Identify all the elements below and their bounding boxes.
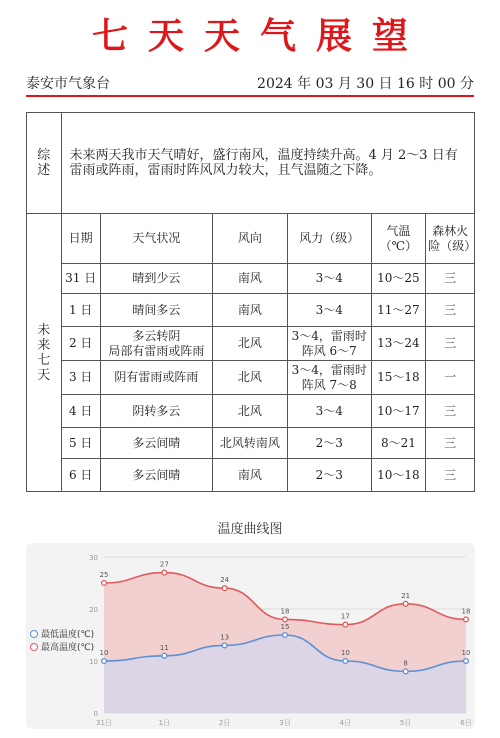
header-wind-dir: 风向 <box>212 214 287 264</box>
cell-wind-force: 3～4 <box>287 395 371 428</box>
point-min-temp <box>283 633 288 638</box>
header-divider <box>26 95 474 97</box>
data-label: 27 <box>159 560 169 569</box>
x-tick-label: 5日 <box>399 719 412 727</box>
cell-fire-risk: 三 <box>426 459 475 492</box>
cell-wind-force: 3～4，雷雨时 阵风 7～8 <box>287 361 371 395</box>
forecast-row <box>27 459 475 492</box>
cell-fire-risk: 三 <box>426 327 475 361</box>
forecast-row <box>27 294 475 327</box>
data-label: 10 <box>340 649 350 657</box>
x-tick-label: 6日 <box>460 719 472 727</box>
legend-max-label: 最高温度(℃) <box>41 643 95 653</box>
cell-wind-direction: 北风 <box>212 327 287 361</box>
point-max-temp <box>102 581 107 586</box>
cell-fire-risk: 三 <box>426 294 475 327</box>
header-temp: 气温 （℃） <box>371 214 426 264</box>
cell-fire-risk: 三 <box>426 428 475 459</box>
cell-temperature: 11～27 <box>371 294 426 327</box>
data-label: 17 <box>340 612 350 621</box>
cell-fire-risk: 三 <box>426 395 475 428</box>
data-label: 15 <box>280 623 290 631</box>
chart-title: 温度曲线图 <box>217 522 283 537</box>
point-min-temp <box>403 669 408 674</box>
point-min-temp <box>464 659 469 664</box>
legend-item-min[interactable] <box>30 627 94 640</box>
cell-date: 3 日 <box>61 361 100 395</box>
legend-item-max[interactable] <box>30 640 94 653</box>
point-max-temp <box>343 622 348 627</box>
forecast-label: 未来七天 <box>27 214 62 492</box>
cell-date: 1 日 <box>61 294 100 327</box>
data-label: 18 <box>280 607 290 616</box>
forecast-row <box>27 361 475 395</box>
cell-wind-force: 2～3 <box>287 459 371 492</box>
x-tick-label: 3日 <box>279 719 291 727</box>
temperature-chart <box>26 543 475 729</box>
cell-weather: 多云间晴 <box>100 459 212 492</box>
cell-wind-direction: 北风 <box>212 361 287 395</box>
cell-wind-force: 3～4 <box>287 294 371 327</box>
cell-wind-force: 3～4 <box>287 264 371 294</box>
summary-label: 综述 <box>27 113 62 214</box>
header-weather: 天气状况 <box>100 214 212 264</box>
cell-temperature: 10～25 <box>371 264 426 294</box>
point-max-temp <box>162 570 167 575</box>
cell-weather: 多云间晴 <box>100 428 212 459</box>
point-max-temp <box>222 586 227 591</box>
summary-text: 未来两天我市天气晴好，盛行南风，温度持续升高。4 月 2～3 日有雷雨或阵雨，雷雨时阵风风力较大，且气温随之下降。 <box>61 113 475 214</box>
data-label: 10 <box>99 649 109 657</box>
cell-date: 4 日 <box>61 395 100 428</box>
y-tick-label: 0 <box>93 710 98 718</box>
forecast-row <box>27 327 475 361</box>
page-title: 七天天气展望 <box>91 15 428 57</box>
issue-time: 2024 年 03 月 30 日 16 时 00 分 <box>257 76 474 92</box>
forecast-row <box>27 428 475 459</box>
cell-temperature: 13～24 <box>371 327 426 361</box>
point-min-temp <box>343 659 348 664</box>
cell-temperature: 10～18 <box>371 459 426 492</box>
cell-weather: 阴有雷雨或阵雨 <box>100 361 212 395</box>
cell-weather: 晴间多云 <box>100 294 212 327</box>
cell-temperature: 10～17 <box>371 395 426 428</box>
data-label: 10 <box>461 649 471 657</box>
forecast-row <box>27 264 475 294</box>
header-fire-risk: 森林火 险（级） <box>426 214 475 264</box>
data-label: 25 <box>99 571 109 579</box>
data-label: 13 <box>220 633 230 642</box>
point-max-temp <box>464 617 469 622</box>
forecast-row <box>27 395 475 428</box>
cell-weather: 多云转阴 局部有雷雨或阵雨 <box>100 327 212 361</box>
data-label: 21 <box>401 591 411 600</box>
x-tick-label: 2日 <box>218 719 231 727</box>
x-tick-label: 31日 <box>96 719 112 727</box>
y-tick-label: 10 <box>89 658 98 666</box>
summary-row <box>27 113 475 214</box>
point-min-temp <box>222 643 227 648</box>
forecast-header-row <box>27 214 475 264</box>
header-wind-force: 风力（级） <box>287 214 371 264</box>
x-tick-label: 1日 <box>158 719 171 727</box>
cell-wind-force: 2～3 <box>287 428 371 459</box>
data-label: 18 <box>461 607 471 616</box>
cell-date: 31 日 <box>61 264 100 294</box>
cell-date: 5 日 <box>61 428 100 459</box>
cell-wind-direction: 南风 <box>212 459 287 492</box>
cell-weather: 阴转多云 <box>100 395 212 428</box>
cell-date: 6 日 <box>61 459 100 492</box>
data-label: 8 <box>403 659 408 668</box>
data-label: 24 <box>220 576 230 585</box>
cell-fire-risk: 三 <box>426 264 475 294</box>
point-max-temp <box>403 601 408 606</box>
cell-wind-direction: 南风 <box>212 294 287 327</box>
legend-max-marker <box>30 643 38 651</box>
data-label: 11 <box>159 643 169 652</box>
issuer-name: 泰安市气象台 <box>26 76 110 92</box>
chart-legend <box>30 627 94 653</box>
cell-wind-direction: 北风转南风 <box>212 428 287 459</box>
point-min-temp <box>102 659 107 664</box>
y-tick-label: 20 <box>89 606 98 614</box>
cell-fire-risk: 一 <box>426 361 475 395</box>
legend-min-label: 最低温度(℃) <box>41 630 95 640</box>
cell-temperature: 8～21 <box>371 428 426 459</box>
cell-wind-direction: 南风 <box>212 264 287 294</box>
point-min-temp <box>162 653 167 658</box>
header-date: 日期 <box>61 214 100 264</box>
x-tick-label: 4日 <box>339 719 352 727</box>
point-max-temp <box>283 617 288 622</box>
y-tick-label: 30 <box>89 554 98 562</box>
cell-weather: 晴到少云 <box>100 264 212 294</box>
legend-min-marker <box>30 630 38 638</box>
cell-date: 2 日 <box>61 327 100 361</box>
cell-temperature: 15～18 <box>371 361 426 395</box>
forecast-table <box>26 112 475 492</box>
cell-wind-direction: 北风 <box>212 395 287 428</box>
cell-wind-force: 3～4，雷雨时 阵风 6～7 <box>287 327 371 361</box>
